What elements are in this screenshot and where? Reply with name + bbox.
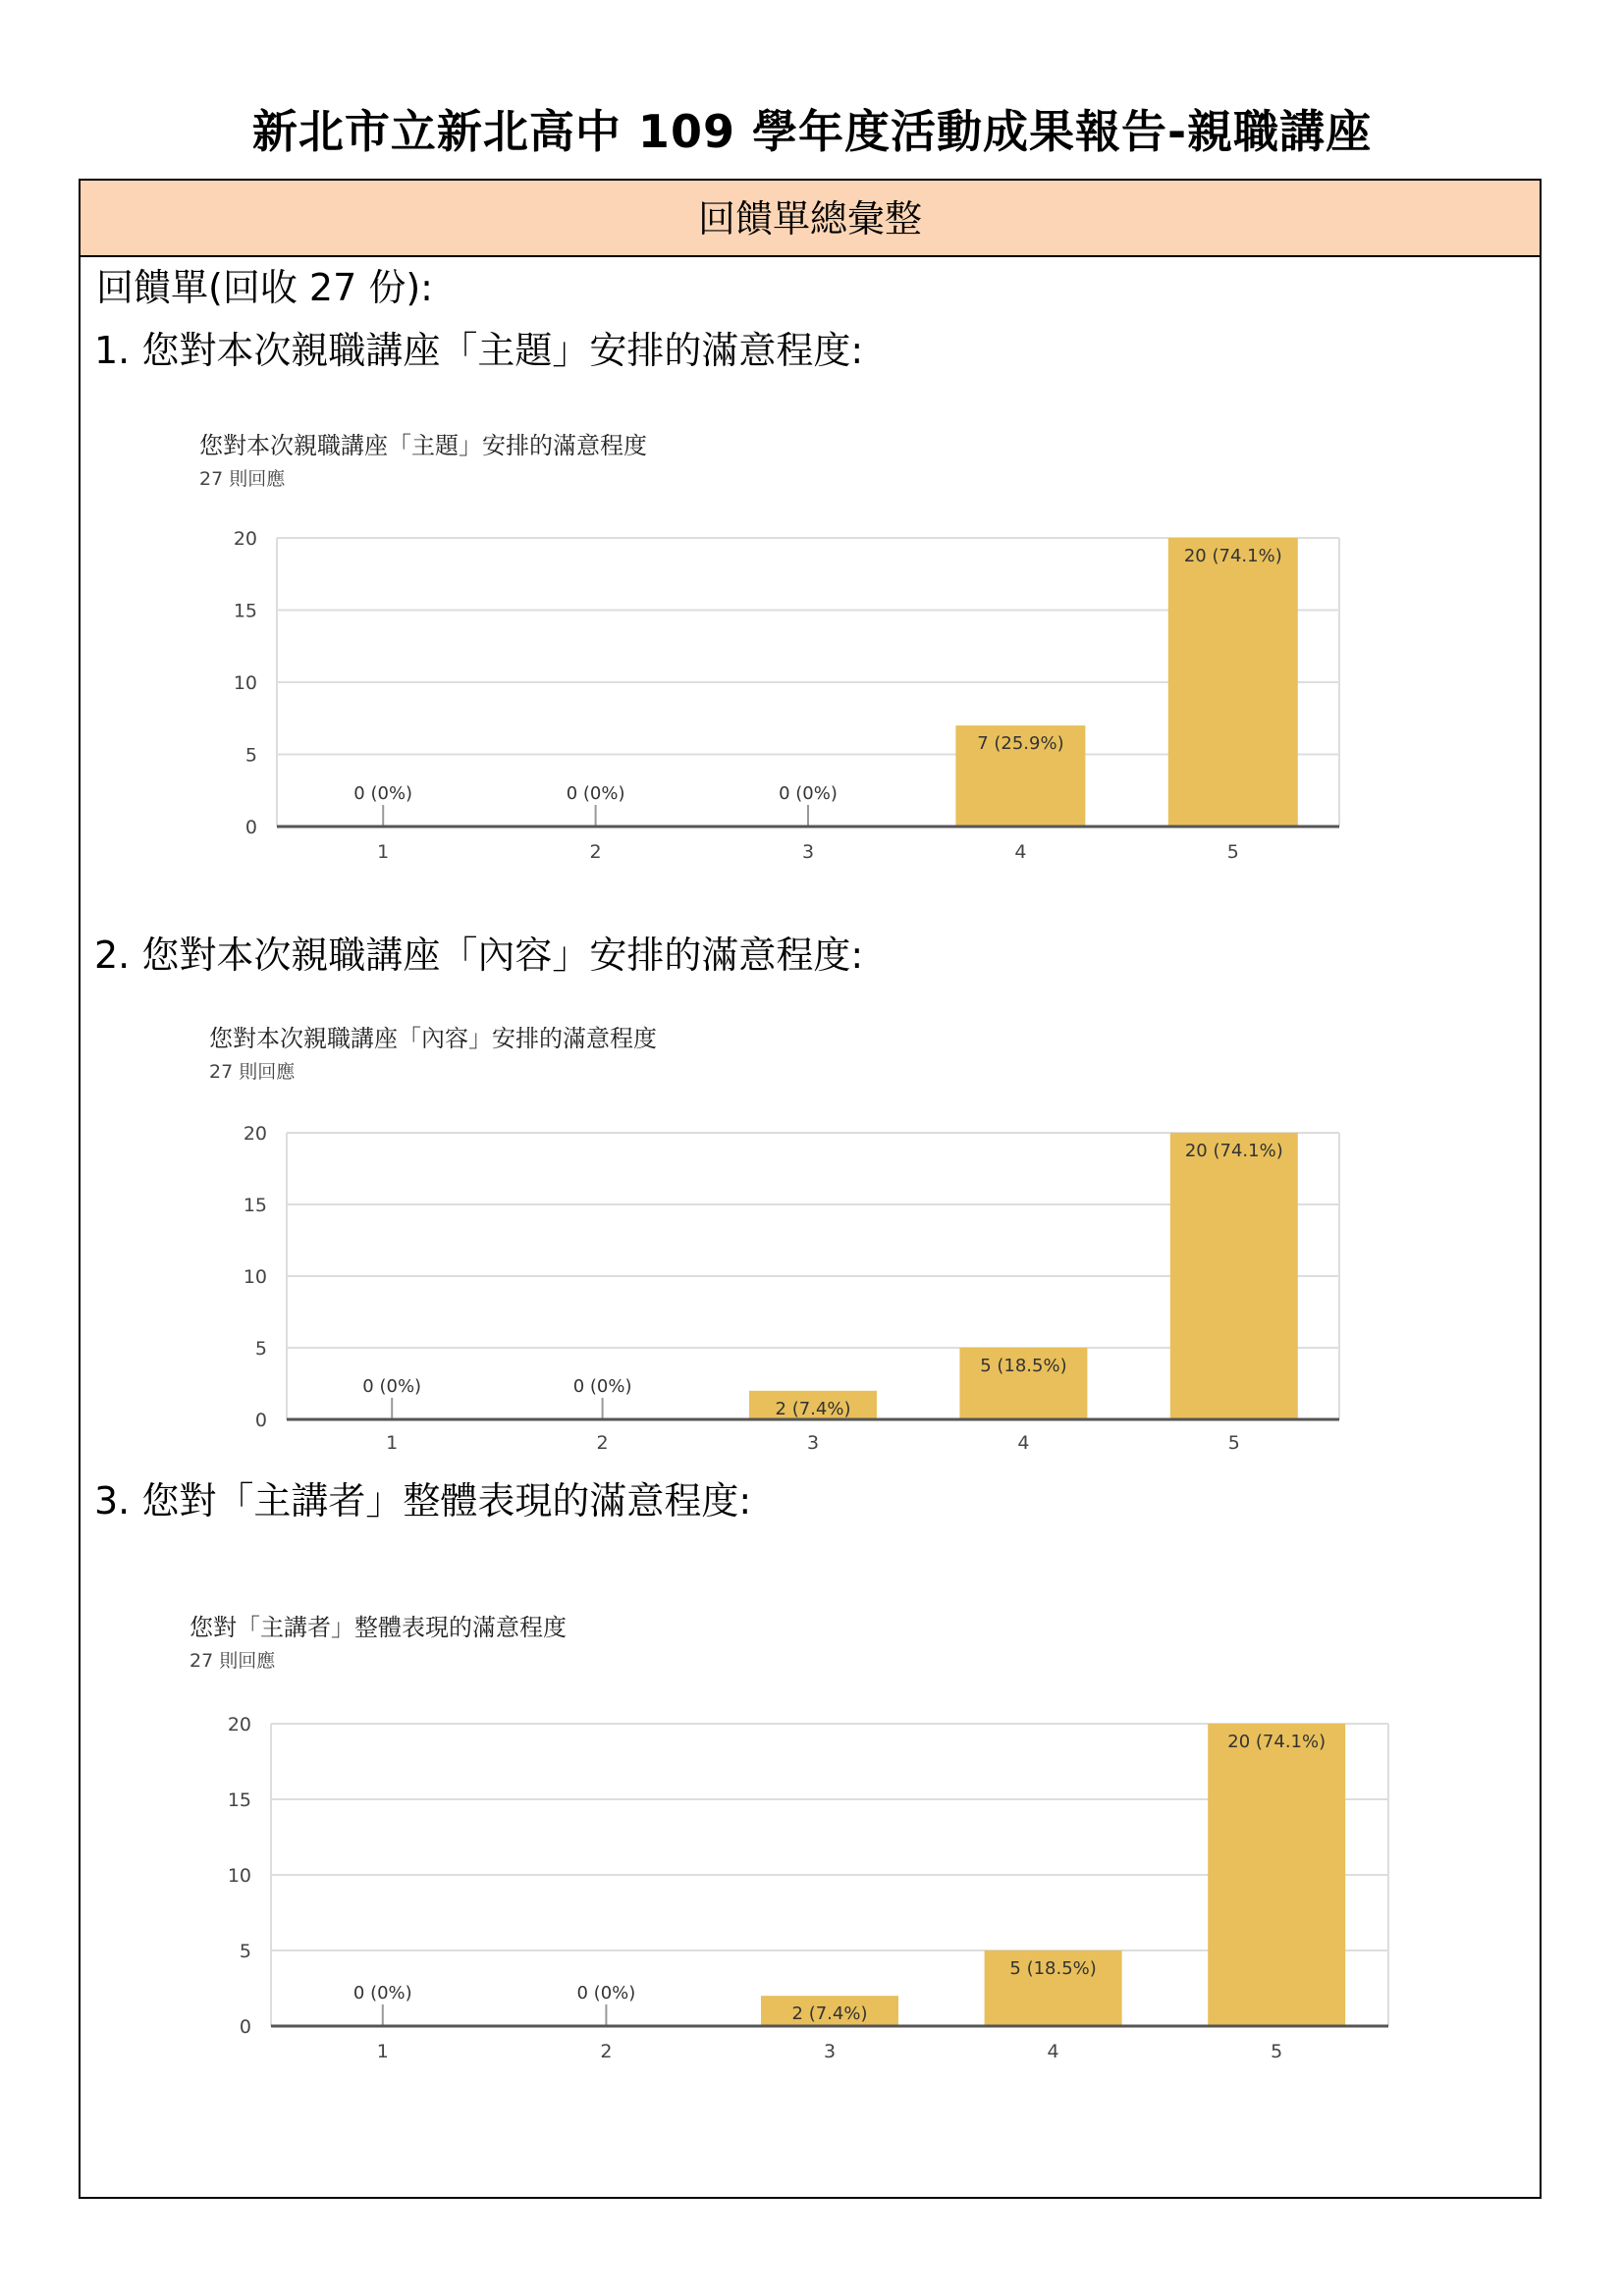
y-tick-label: 15	[243, 1195, 267, 1216]
section-header: 回饋單總彙整	[81, 181, 1540, 257]
document-title: 新北市立新北高中 109 學年度活動成果報告-親職講座	[251, 105, 1373, 158]
data-label: 0 (0%)	[779, 783, 838, 804]
chart-title: 您對本次親職講座「內容」安排的滿意程度	[209, 1025, 657, 1052]
data-label: 5 (18.5%)	[980, 1356, 1067, 1376]
y-tick-label: 0	[254, 1410, 267, 1431]
x-tick-label: 5	[1271, 2041, 1283, 2062]
y-tick-label: 0	[239, 2016, 251, 2038]
data-label: 0 (0%)	[353, 783, 413, 804]
x-tick-label: 4	[1017, 1432, 1030, 1454]
x-tick-label: 2	[600, 2041, 613, 2062]
question-2-label: 2. 您對本次親職講座「內容」安排的滿意程度:	[94, 934, 864, 977]
y-tick-label: 10	[227, 1865, 251, 1887]
data-label: 0 (0%)	[566, 783, 625, 804]
y-tick-label: 15	[227, 1789, 251, 1811]
x-tick-label: 2	[589, 841, 602, 863]
data-label: 0 (0%)	[362, 1376, 422, 1397]
data-label: 2 (7.4%)	[775, 1398, 851, 1419]
x-tick-label: 2	[596, 1432, 609, 1454]
intro-text: 回饋單(回收 27 份):	[96, 266, 433, 309]
x-tick-label: 1	[386, 1432, 399, 1454]
y-tick-label: 5	[254, 1338, 267, 1360]
x-tick-label: 3	[823, 2041, 837, 2062]
data-label: 20 (74.1%)	[1227, 1732, 1326, 1752]
question-1-label: 1. 您對本次親職講座「主題」安排的滿意程度:	[94, 329, 864, 372]
y-tick-label: 10	[233, 672, 257, 694]
data-label: 20 (74.1%)	[1184, 1141, 1283, 1161]
y-tick-label: 0	[244, 817, 257, 838]
x-tick-label: 1	[376, 2041, 389, 2062]
chart-subtitle: 27 則回應	[209, 1061, 296, 1083]
question-3-label: 3. 您對「主講者」整體表現的滿意程度:	[94, 1479, 752, 1522]
y-tick-label: 20	[243, 1123, 267, 1145]
data-label: 5 (18.5%)	[1009, 1958, 1097, 1979]
x-tick-label: 3	[801, 841, 815, 863]
y-tick-label: 5	[244, 744, 257, 767]
data-label: 7 (25.9%)	[977, 733, 1064, 755]
y-tick-label: 5	[239, 1941, 251, 1962]
y-tick-label: 15	[233, 600, 257, 622]
x-tick-label: 4	[1014, 841, 1027, 863]
x-tick-label: 5	[1227, 1432, 1240, 1454]
data-label: 0 (0%)	[572, 1376, 632, 1397]
x-tick-label: 1	[377, 841, 390, 863]
x-tick-label: 4	[1047, 2041, 1059, 2062]
y-tick-label: 10	[243, 1266, 267, 1288]
data-label: 20 (74.1%)	[1183, 546, 1282, 566]
chart-subtitle: 27 則回應	[189, 1650, 276, 1672]
y-tick-label: 20	[227, 1714, 251, 1735]
chart-subtitle: 27 則回應	[199, 468, 286, 490]
y-tick-label: 20	[233, 528, 257, 550]
x-tick-label: 5	[1226, 841, 1239, 863]
chart-title: 您對「主講者」整體表現的滿意程度	[189, 1614, 567, 1641]
data-label: 2 (7.4%)	[791, 2003, 868, 2025]
data-label: 0 (0%)	[352, 1983, 412, 2003]
data-label: 0 (0%)	[576, 1983, 636, 2003]
chart-title: 您對本次親職講座「主題」安排的滿意程度	[199, 432, 647, 459]
x-tick-label: 3	[806, 1432, 820, 1454]
bar	[1208, 1724, 1345, 2026]
